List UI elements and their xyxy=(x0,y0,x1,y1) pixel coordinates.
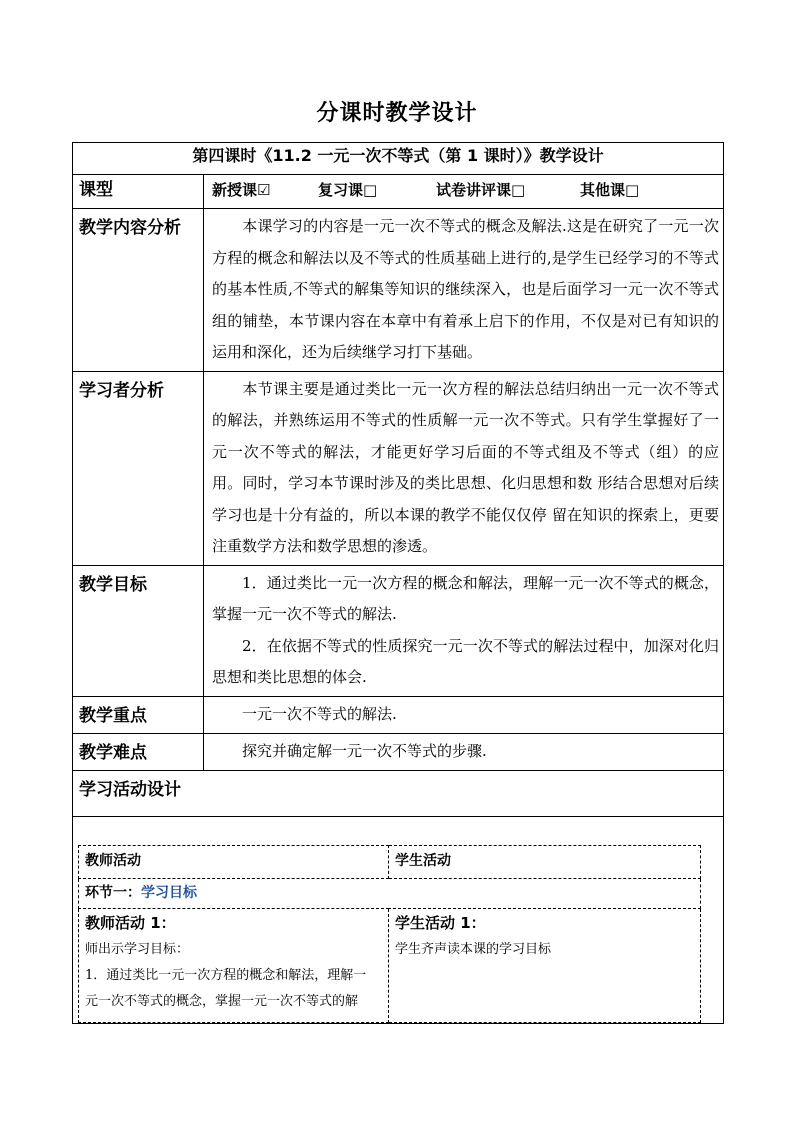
lesson-type-option[interactable]: 试卷讲评课□ xyxy=(436,181,526,199)
activity-table xyxy=(78,845,701,1023)
objective-item xyxy=(212,631,719,694)
teacher-activity-line: 元一次不等式的概念，掌握一元一次不等式的解 xyxy=(85,993,359,1009)
teacher-activity-header: 教师活动 xyxy=(79,845,389,878)
lesson-type-options xyxy=(204,175,724,209)
objective-text: 2．在依据不等式的性质探究一元一次不等式的解法过程中，加深对化归思想和类比思想的体会. xyxy=(212,636,720,686)
lesson-type-option[interactable]: 复习课□ xyxy=(318,181,378,199)
objective-item xyxy=(212,568,719,631)
lesson-heading: 第四课时《11.2 一元一次不等式（第 1 课时）》教学设计 xyxy=(73,143,724,175)
content-analysis-label: 教学内容分析 xyxy=(73,209,204,372)
content-analysis-text xyxy=(204,209,724,372)
lesson-type-label: 课型 xyxy=(73,175,204,209)
objectives-label: 教学目标 xyxy=(73,565,204,696)
student-activity-title: 学生活动 1： xyxy=(395,913,486,932)
learner-analysis-body: 本节课主要是通过类比一元一次方程的解法总结归纳出一元一次不等式的解法，并熟练运用不等式的性质解一元一次不等式。只有学生掌握好了一元一次不等式的解法，才能更好学习后面的不等式组及不等式（组）的应用。同时，学习本节课时涉及的类比思想、化归思想和数 形结合思想对后续学习也是十分有益的，所以本课的教学不能仅仅停 留在知识的探索上，更要注重数学方法和数学思想的渗透。 xyxy=(212,379,720,555)
lesson-type-option[interactable]: 新授课☑ xyxy=(212,181,271,199)
page-title: 分课时教学设计 xyxy=(316,101,478,126)
teacher-activity-cell xyxy=(79,908,389,1022)
student-activity-cell xyxy=(389,908,701,1022)
lesson-plan-table xyxy=(72,142,724,1024)
key-point-text xyxy=(204,696,724,733)
activity-design-label: 学习活动设计 xyxy=(73,770,724,816)
teacher-activity-line: 1．通过类比一元一次方程的概念和解法，理解一 xyxy=(85,967,367,983)
section-value: 学习目标 xyxy=(141,884,197,901)
activity-design-area xyxy=(73,816,724,1023)
difficulty-body: 探究并确定解一元一次不等式的步骤. xyxy=(242,741,487,760)
student-activity-line: 学生齐声读本课的学习目标 xyxy=(395,941,552,957)
teacher-activity-line: 师出示学习目标： xyxy=(85,941,190,957)
key-point-label: 教学重点 xyxy=(73,696,204,733)
section-row xyxy=(79,878,701,908)
learner-analysis-label: 学习者分析 xyxy=(73,371,204,565)
difficulty-text xyxy=(204,733,724,770)
teacher-activity-title: 教师活动 1： xyxy=(85,913,176,932)
lesson-type-option[interactable]: 其他课□ xyxy=(580,181,640,199)
student-activity-header: 学生活动 xyxy=(389,845,701,878)
key-point-body: 一元一次不等式的解法. xyxy=(242,704,397,723)
objectives-list xyxy=(204,565,724,696)
objective-text: 1．通过类比一元一次方程的概念和解法，理解一元一次不等式的概念，掌握一元一次不等式的解法. xyxy=(212,573,720,623)
difficulty-label: 教学难点 xyxy=(73,733,204,770)
content-analysis-body: 本课学习的内容是一元一次不等式的概念及解法.这是在研究了一元一次方程的概念和解法以及不等式的性质基础上进行的,是学生已经学习的不等式的基本性质,不等式的解集等知识的继续深入，也是后面学习一元一次不等式组的铺垫，本节课内容在本章中有着承上启下的作用，不仅是对已有知识的运用和深化，还为后续继学习打下基础。 xyxy=(212,217,720,361)
section-label: 环节一： xyxy=(85,884,141,901)
learner-analysis-text xyxy=(204,371,724,565)
